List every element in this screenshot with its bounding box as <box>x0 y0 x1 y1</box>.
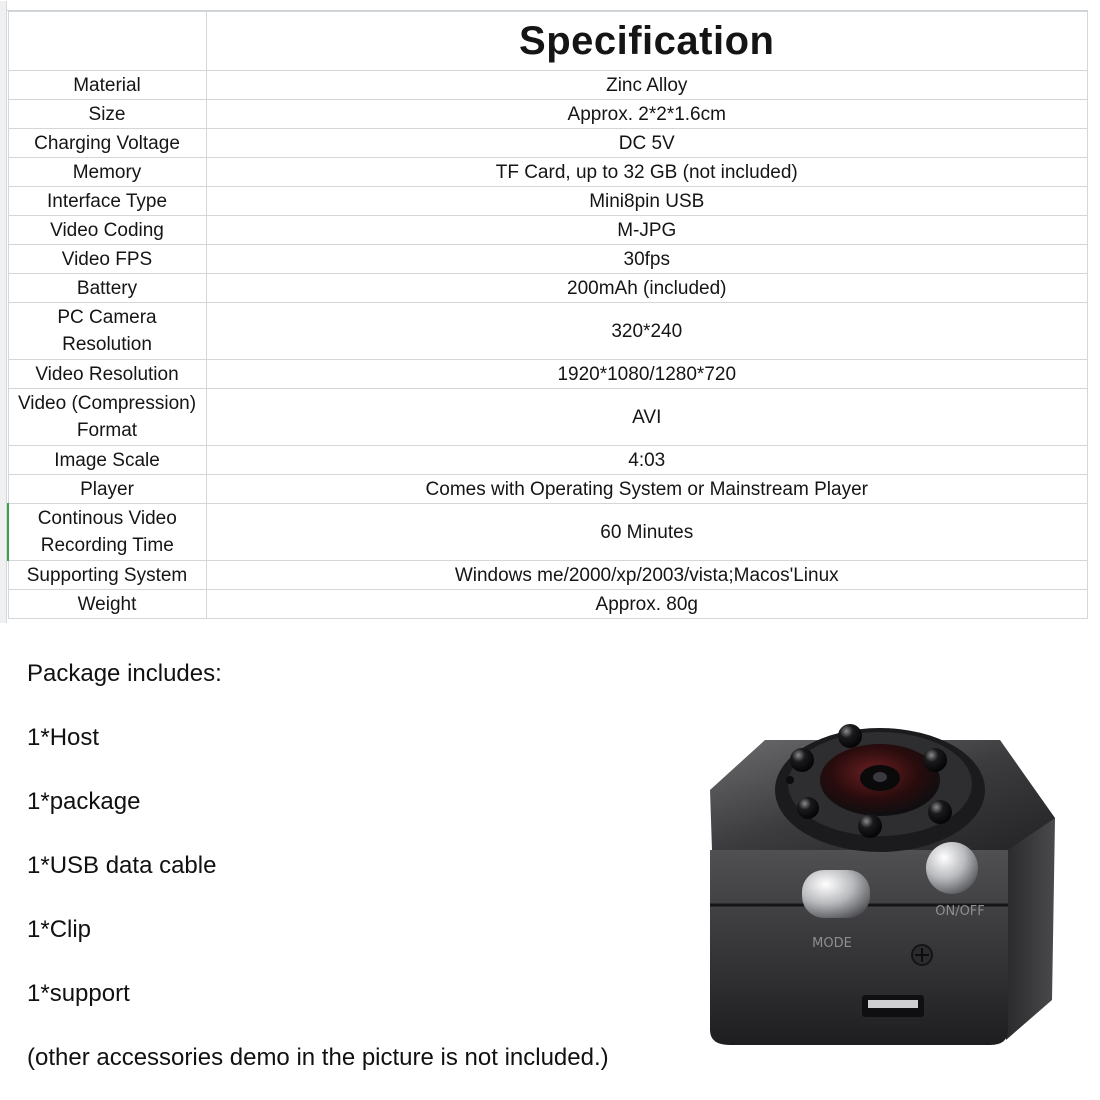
spec-label-line: Video (Compression) <box>17 393 197 414</box>
spec-value: Approx. 2*2*1.6cm <box>206 100 1088 129</box>
table-row <box>8 158 1088 187</box>
camera-product-image <box>690 700 1070 1060</box>
list-item: 1*Clip <box>27 916 92 943</box>
spec-title: Specification <box>206 12 1088 71</box>
spec-label-line: Resolution <box>62 334 152 355</box>
spec-label: Video Resolution <box>8 360 206 389</box>
package-list <box>27 652 667 1080</box>
spec-label: Image Scale <box>8 446 206 475</box>
spec-label: Memory <box>8 158 206 187</box>
spec-label: Battery <box>8 274 206 303</box>
mode-button-icon <box>802 870 870 918</box>
ir-led-icon <box>923 748 947 772</box>
table-row <box>8 504 1088 561</box>
spec-value: AVI <box>206 389 1088 446</box>
spec-label-line: Format <box>76 420 138 441</box>
power-label: ON/OFF <box>935 904 985 919</box>
spec-value: 4:03 <box>206 446 1088 475</box>
package-heading: Package includes: <box>27 660 222 687</box>
ir-led-icon <box>790 748 814 772</box>
spec-value: 30fps <box>206 245 1088 274</box>
mode-label: MODE <box>812 936 852 951</box>
table-row <box>8 389 1088 446</box>
spec-value: Windows me/2000/xp/2003/vista;Macos'Linux <box>206 561 1088 590</box>
ir-led-icon <box>928 800 952 824</box>
list-item: 1*USB data cable <box>27 852 217 879</box>
table-row <box>8 216 1088 245</box>
spec-label: Weight <box>8 590 206 619</box>
spec-label <box>8 389 206 446</box>
spec-label-line: Continous Video <box>37 508 177 529</box>
spec-label: Charging Voltage <box>8 129 206 158</box>
ir-led-icon <box>858 814 882 838</box>
table-row <box>8 71 1088 100</box>
ir-led-icon <box>838 724 862 748</box>
spec-label <box>8 303 206 360</box>
table-row <box>8 187 1088 216</box>
spec-label: Video FPS <box>8 245 206 274</box>
spec-value: 60 Minutes <box>206 504 1088 561</box>
table-row <box>8 245 1088 274</box>
spec-value: Zinc Alloy <box>206 71 1088 100</box>
spec-value: DC 5V <box>206 129 1088 158</box>
ir-led-icon <box>797 797 819 819</box>
table-row <box>8 446 1088 475</box>
spec-value: 200mAh (included) <box>206 274 1088 303</box>
spec-value: Comes with Operating System or Mainstream Player <box>206 475 1088 504</box>
spec-value: 1920*1080/1280*720 <box>206 360 1088 389</box>
spec-title-row <box>8 12 1088 71</box>
spec-label-line: Recording Time <box>40 535 174 556</box>
spec-label: Size <box>8 100 206 129</box>
list-item: 1*support <box>27 980 130 1007</box>
spec-label: Interface Type <box>8 187 206 216</box>
table-row <box>8 303 1088 360</box>
spec-title-blank <box>8 12 206 71</box>
table-row <box>8 274 1088 303</box>
table-row <box>8 561 1088 590</box>
table-row <box>8 360 1088 389</box>
spec-value: M-JPG <box>206 216 1088 245</box>
spec-label <box>8 504 206 561</box>
table-row <box>8 475 1088 504</box>
list-item: 1*package <box>27 788 141 815</box>
spec-value: TF Card, up to 32 GB (not included) <box>206 158 1088 187</box>
spec-label: Supporting System <box>8 561 206 590</box>
spec-value: Approx. 80g <box>206 590 1088 619</box>
camera-icon <box>690 700 1070 1060</box>
package-note: (other accessories demo in the picture is not included.) <box>27 1044 609 1071</box>
table-row <box>8 590 1088 619</box>
spec-table <box>7 11 1088 619</box>
spec-label: Material <box>8 71 206 100</box>
spec-label-line: PC Camera <box>57 307 157 328</box>
spec-label: Player <box>8 475 206 504</box>
list-item: 1*Host <box>27 724 100 751</box>
spec-label: Video Coding <box>8 216 206 245</box>
power-button-icon <box>926 842 978 894</box>
spec-value: Mini8pin USB <box>206 187 1088 216</box>
spec-value: 320*240 <box>206 303 1088 360</box>
table-row <box>8 100 1088 129</box>
table-row <box>8 129 1088 158</box>
spec-sheet <box>0 10 1088 619</box>
